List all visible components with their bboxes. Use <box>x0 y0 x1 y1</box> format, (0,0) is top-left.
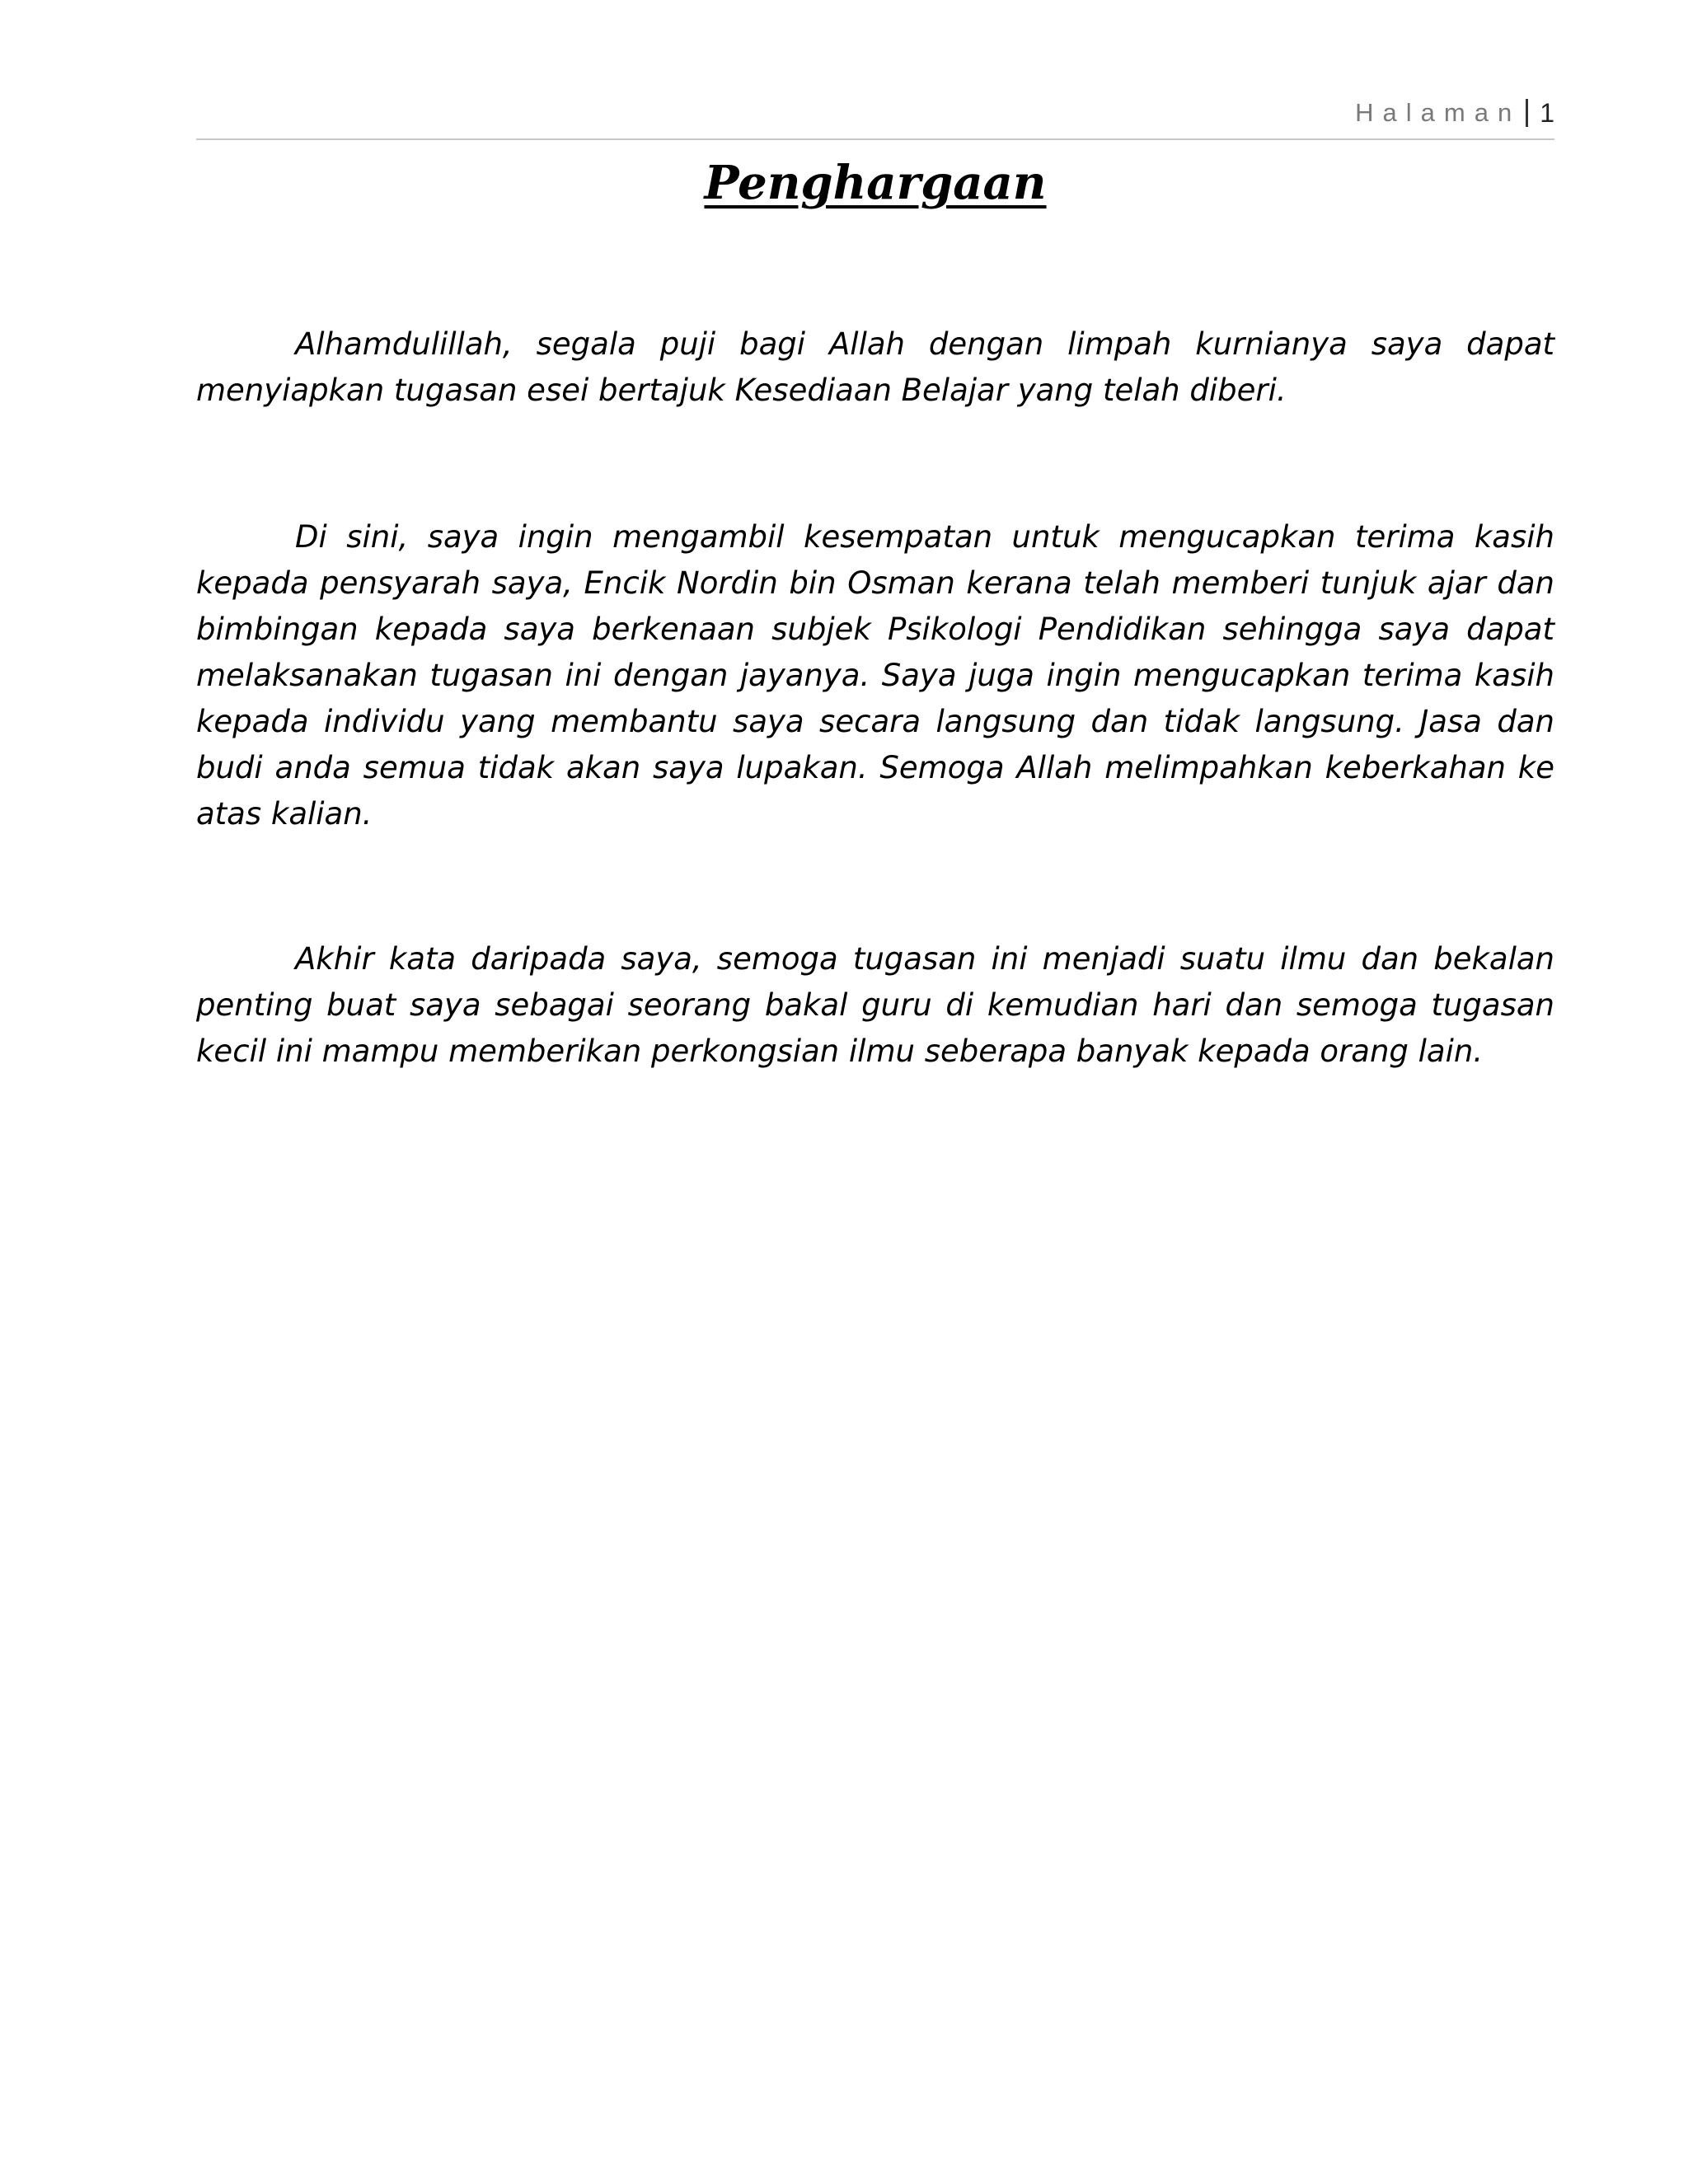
page-header-separator <box>1526 99 1528 127</box>
page-number: 1 <box>1540 98 1554 128</box>
document-title <box>196 153 1554 213</box>
paragraph-2: Di sini, saya ingin mengambil kesempatan untuk mengucapkan terima kasih kepada pensyarah saya, Encik Nordin bin Osman kerana telah memberi tunjuk ajar dan bimbingan kepada saya berkenaan subjek Psikologi Pendidikan sehingga saya dapat melaksanakan tugasan ini dengan jayanya. Saya juga ingin mengucapkan terima kasih kepada individu yang membantu saya secara langsung dan tidak langsung. Jasa dan budi anda semua tidak akan saya lupakan. Semoga Allah melimpahkan keberkahan ke atas kalian. <box>196 519 1554 832</box>
page-header-label: Halaman <box>1355 98 1522 127</box>
paragraph-1: Alhamdulillah, segala puji bagi Allah dengan limpah kurnianya saya dapat menyiapkan tugasan esei bertajuk Kesediaan Belajar yang telah diberi. <box>196 326 1554 408</box>
document-title-text: Penghargaan <box>704 156 1047 210</box>
paragraph-3: Akhir kata daripada saya, semoga tugasan ini menjadi suatu ilmu dan bekalan penting buat saya sebagai seorang bakal guru di kemudian hari dan semoga tugasan kecil ini mampu memberikan perkongsian ilmu seberapa banyak kepada orang lain. <box>196 941 1554 1069</box>
page-header <box>196 97 1554 140</box>
